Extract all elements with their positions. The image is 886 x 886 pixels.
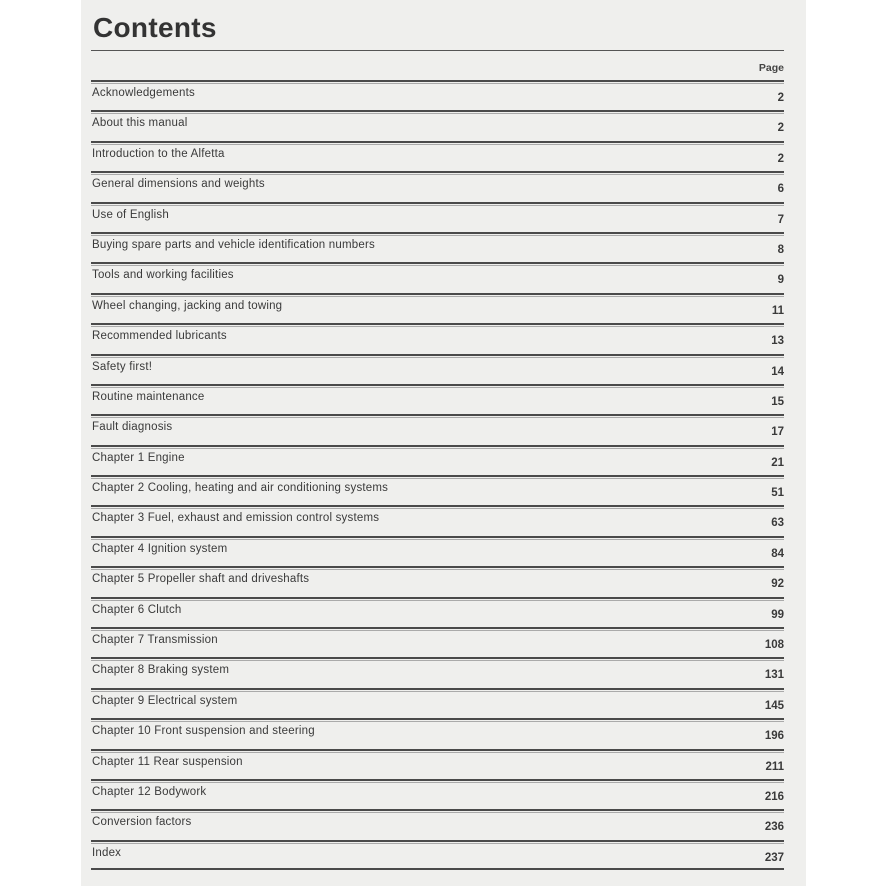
toc-entry (91, 262, 784, 292)
toc-entry-page: 99 (771, 608, 784, 621)
toc-entry-label: Chapter 7 Transmission (92, 634, 218, 647)
toc-entry-label: Safety first! (92, 360, 153, 373)
toc-entry-label: Routine maintenance (92, 390, 205, 403)
toc-entry-page: 6 (777, 183, 784, 196)
toc-entry-label: Introduction to the Alfetta (92, 147, 225, 160)
toc-entry-label: Wheel changing, jacking and towing (92, 299, 283, 312)
toc-entry-page: 9 (777, 274, 784, 287)
toc-entry (91, 505, 784, 535)
document-page (81, 0, 806, 886)
table-of-contents (91, 80, 784, 870)
toc-entry-label: Chapter 6 Clutch (92, 603, 182, 616)
toc-entry-page: 237 (764, 851, 784, 864)
toc-entry-label: Buying spare parts and vehicle identification numbers (92, 238, 375, 251)
toc-entry (91, 80, 784, 110)
toc-entry (91, 171, 784, 201)
toc-entry (91, 445, 784, 475)
toc-entry (91, 323, 784, 353)
toc-entry-page: 7 (777, 213, 784, 226)
toc-entry-page: 216 (764, 790, 784, 803)
page-column-header: Page (758, 62, 784, 74)
toc-entry (91, 627, 784, 657)
toc-entry-label: About this manual (92, 117, 188, 130)
toc-entry-page: 2 (777, 152, 784, 165)
toc-entry-label: Chapter 2 Cooling, heating and air conditioning systems (92, 482, 389, 495)
toc-entry (91, 414, 784, 444)
toc-entry (91, 779, 784, 809)
toc-entry-label: Chapter 12 Bodywork (92, 785, 207, 798)
toc-entry-page: 108 (764, 639, 784, 652)
toc-entry (91, 232, 784, 262)
toc-entry-page: 8 (777, 243, 784, 256)
toc-entry (91, 475, 784, 505)
toc-entry-label: Chapter 5 Propeller shaft and driveshafts (92, 573, 310, 586)
toc-entry-page: 51 (771, 487, 784, 500)
toc-entry-label: Recommended lubricants (92, 330, 227, 343)
toc-entry-page: 14 (771, 365, 784, 378)
toc-entry (91, 657, 784, 687)
toc-entry-page: 145 (764, 699, 784, 712)
toc-entry-page: 92 (771, 578, 784, 591)
toc-entry-label: Use of English (92, 208, 169, 221)
toc-entry-page: 211 (765, 760, 784, 773)
toc-entry-page: 2 (777, 92, 784, 104)
toc-entry (91, 809, 784, 839)
toc-entry (91, 384, 784, 414)
toc-entry-page: 11 (771, 304, 784, 317)
toc-entry (91, 141, 784, 171)
toc-entry (91, 718, 784, 748)
toc-entry-label: Conversion factors (92, 816, 192, 829)
page-title: Contents (93, 12, 217, 43)
toc-entry-page: 2 (777, 122, 784, 135)
toc-entry-label: Index (92, 846, 122, 859)
toc-entry-label: Acknowledgements (92, 87, 195, 99)
toc-entry-page: 17 (771, 426, 784, 439)
toc-entry-label: Fault diagnosis (92, 421, 173, 434)
toc-entry-page: 21 (771, 456, 784, 469)
toc-entry (91, 202, 784, 232)
title-divider (91, 50, 784, 51)
toc-entry-page: 131 (764, 669, 784, 682)
toc-entry (91, 293, 784, 323)
toc-entry-label: Chapter 8 Braking system (92, 664, 230, 677)
toc-entry-page: 13 (771, 335, 784, 348)
toc-entry (91, 566, 784, 596)
toc-entry-page: 84 (771, 547, 784, 560)
toc-entry-label: Tools and working facilities (92, 269, 234, 282)
toc-entry (91, 749, 784, 779)
toc-entry-page: 236 (764, 821, 784, 834)
toc-entry (91, 688, 784, 718)
toc-entry (91, 840, 784, 870)
toc-entry (91, 110, 784, 140)
toc-entry-label: Chapter 11 Rear suspension (92, 755, 243, 768)
toc-entry-label: Chapter 10 Front suspension and steering (92, 725, 315, 738)
toc-entry-page: 63 (771, 517, 784, 530)
toc-entry-label: Chapter 9 Electrical system (92, 694, 238, 707)
toc-entry-label: Chapter 4 Ignition system (92, 542, 228, 555)
toc-entry-page: 15 (771, 395, 784, 408)
toc-entry-label: Chapter 3 Fuel, exhaust and emission control systems (92, 512, 380, 525)
toc-entry-page: 196 (764, 730, 784, 743)
toc-entry (91, 597, 784, 627)
toc-entry (91, 536, 784, 566)
toc-entry-label: Chapter 1 Engine (92, 451, 185, 464)
toc-entry-label: General dimensions and weights (92, 178, 265, 191)
toc-entry (91, 354, 784, 384)
